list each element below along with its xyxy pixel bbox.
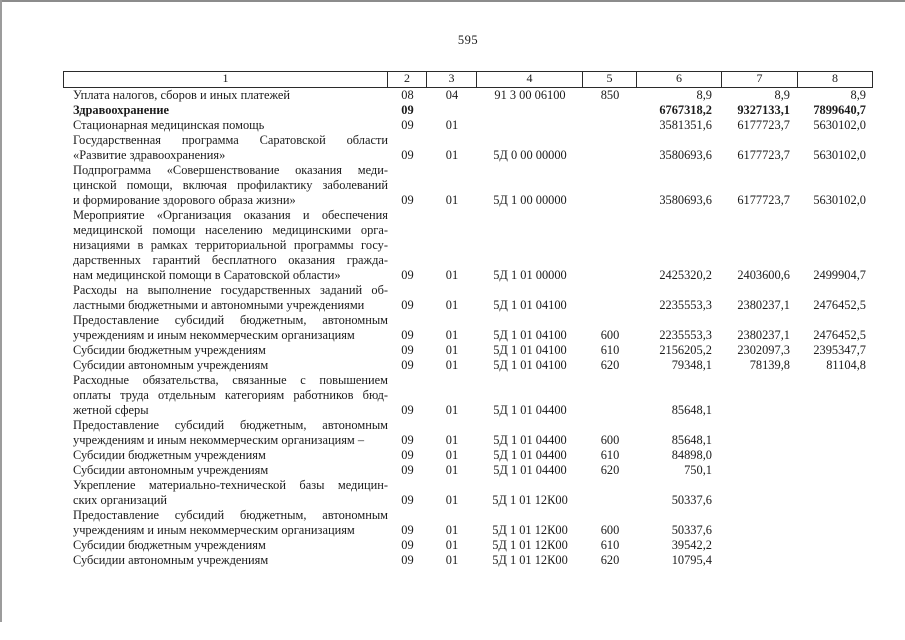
row-amount-year3-cell: 5630102,0 [813,118,866,132]
row-target-article-cell: 5Д 1 01 04100 [493,343,567,357]
row-expense-type-cell: 620 [600,463,620,477]
column-header: 2 [387,72,426,87]
row-target-article-cell: 5Д 1 01 04100 [493,298,567,312]
row-name-cell: Расходы на выполнение государственных заданий об- ластными бюджетными и автономными учреждениями [73,283,388,312]
row-amount-year2-cell: 6177723,7 [737,118,790,132]
row-subsection-code-cell: 01 [445,463,459,477]
table-row [63,538,873,553]
row-expense-type-cell: 620 [600,553,620,567]
row-amount-year2-cell: 8,9 [774,88,790,102]
row-amount-year3-cell: 2476452,5 [813,298,866,312]
row-amount-year2-cell: 78139,8 [749,358,790,372]
row-target-article-cell: 5Д 1 01 12К00 [492,493,568,507]
row-target-article-cell: 91 3 00 06100 [494,88,566,102]
row-name-cell: Субсидии автономным учреждениям [73,463,269,477]
row-section-code-cell: 09 [401,193,414,207]
row-section-code-cell: 08 [401,88,414,102]
row-amount-year1-cell: 3580693,6 [659,193,712,207]
row-subsection-code-cell: 01 [445,403,459,417]
row-subsection-code-cell: 01 [445,523,459,537]
row-subsection-code-cell: 01 [445,448,459,462]
row-section-code-cell: 09 [401,538,414,552]
row-amount-year1-cell: 2235553,3 [659,298,712,312]
table-header-row [63,71,873,88]
row-section-code-cell: 09 [401,148,414,162]
row-target-article-cell: 5Д 0 00 00000 [493,148,567,162]
table-row [63,118,873,133]
scan-edge-left [0,0,2,622]
row-amount-year3-cell: 2499904,7 [813,268,866,282]
row-amount-year3-cell: 2395347,7 [813,343,866,357]
row-section-code-cell: 09 [401,403,414,417]
budget-table [63,71,873,568]
row-target-article-cell: 5Д 1 01 00000 [493,268,567,282]
row-subsection-code-cell: 01 [445,433,459,447]
row-target-article-cell: 5Д 1 01 04400 [493,403,567,417]
column-header: 6 [636,72,721,87]
table-row [63,418,873,448]
row-amount-year1-cell: 750,1 [684,463,712,477]
row-subsection-code-cell: 01 [445,193,459,207]
row-target-article-cell: 5Д 1 01 04400 [493,448,567,462]
row-section-code-cell: 09 [401,463,414,477]
table-body [63,88,873,568]
row-section-code-cell: 09 [401,298,414,312]
row-name-cell: Предоставление субсидий бюджетным, автономным учреждениям и иным некоммерческим организациям [73,508,388,537]
row-section-code-cell: 09 [401,118,414,132]
row-expense-type-cell: 600 [600,328,620,342]
row-subsection-code-cell: 01 [445,493,459,507]
row-amount-year3-cell: 8,9 [850,88,866,102]
table-row [63,133,873,163]
row-amount-year1-cell: 2156205,2 [659,343,712,357]
row-section-code-cell: 09 [401,103,414,117]
row-amount-year3-cell: 2476452,5 [813,328,866,342]
row-amount-year1-cell: 79348,1 [671,358,712,372]
column-header: 8 [797,72,872,87]
row-amount-year1-cell: 84898,0 [671,448,712,462]
row-target-article-cell: 5Д 1 01 04100 [493,358,567,372]
row-target-article-cell: 5Д 1 01 12К00 [492,538,568,552]
column-header: 1 [222,71,229,85]
row-subsection-code-cell: 01 [445,328,459,342]
row-subsection-code-cell: 01 [445,118,459,132]
row-name-cell: Субсидии бюджетным учреждениям [73,448,266,462]
page-number: 595 [457,33,479,47]
row-target-article-cell: 5Д 1 01 12К00 [492,523,568,537]
row-section-code-cell: 09 [401,523,414,537]
row-subsection-code-cell: 01 [445,148,459,162]
row-expense-type-cell: 610 [600,538,620,552]
row-amount-year2-cell: 2302097,3 [737,343,790,357]
table-row [63,163,873,208]
row-expense-type-cell: 600 [600,523,620,537]
row-name-cell: Субсидии бюджетным учреждениям [73,343,266,357]
row-amount-year1-cell: 3580693,6 [659,148,712,162]
table-row [63,103,873,118]
row-amount-year2-cell: 6177723,7 [737,148,790,162]
row-expense-type-cell: 620 [600,358,620,372]
row-subsection-code-cell: 01 [445,358,459,372]
row-amount-year3-cell: 81104,8 [826,358,866,372]
row-amount-year2-cell: 2403600,6 [737,268,790,282]
row-section-code-cell: 09 [401,343,414,357]
row-amount-year1-cell: 3581351,6 [659,118,712,132]
row-subsection-code-cell: 01 [445,553,459,567]
row-subsection-code-cell: 01 [445,268,459,282]
table-row [63,508,873,538]
row-name-cell: Субсидии бюджетным учреждениям [73,538,266,552]
table-row [63,343,873,358]
table-row [63,283,873,313]
row-amount-year2-cell: 9327133,1 [737,103,790,117]
row-amount-year1-cell: 85648,1 [671,433,712,447]
row-name-cell: Уплата налогов, сборов и иных платежей [73,88,291,102]
row-amount-year2-cell: 2380237,1 [737,328,790,342]
row-subsection-code-cell: 01 [445,538,459,552]
row-amount-year1-cell: 6767318,2 [659,103,712,117]
row-amount-year1-cell: 50337,6 [671,493,712,507]
row-name-cell: Государственная программа Саратовской области «Развитие здравоохранения» [73,133,388,162]
column-header: 4 [476,72,582,87]
row-amount-year1-cell: 50337,6 [671,523,712,537]
row-subsection-code-cell: 01 [445,343,459,357]
row-expense-type-cell: 610 [600,448,620,462]
table-row [63,478,873,508]
row-name-cell: Здравоохранение [73,103,169,117]
row-target-article-cell: 5Д 1 00 00000 [493,193,567,207]
table-row [63,313,873,343]
table-row [63,463,873,478]
row-target-article-cell: 5Д 1 01 04400 [493,463,567,477]
row-amount-year3-cell: 7899640,7 [813,103,866,117]
row-section-code-cell: 09 [401,268,414,282]
row-amount-year1-cell: 10795,4 [671,553,712,567]
column-header: 3 [426,72,476,87]
row-name-cell: Расходные обязательства, связанные с повышением оплаты труда отдельным категориям работников бюд- жетной сферы [73,373,388,417]
row-amount-year1-cell: 2235553,3 [659,328,712,342]
column-header: 7 [721,72,797,87]
table-row [63,373,873,418]
column-header: 5 [582,72,636,87]
row-name-cell: Предоставление субсидий бюджетным, автономным учреждениям и иным некоммерческим организациям – [73,418,388,447]
table-row [63,208,873,283]
row-amount-year1-cell: 39542,2 [671,538,712,552]
table-row [63,88,873,103]
row-name-cell: Предоставление субсидий бюджетным, автономным учреждениям и иным некоммерческим организациям [73,313,388,342]
row-section-code-cell: 09 [401,358,414,372]
row-name-cell: Стационарная медицинская помощь [73,118,265,132]
row-expense-type-cell: 600 [600,433,620,447]
row-name-cell: Мероприятие «Организация оказания и обеспечения медицинской помощи населению медицинскими орга- низациями в рамках территориальной программы госу- дарственных гарантий бесплатного оказания гражда- нам медицинской помощи в Саратовской области» [73,208,388,282]
row-amount-year1-cell: 2425320,2 [659,268,712,282]
table-row [63,553,873,568]
row-subsection-code-cell: 01 [445,298,459,312]
row-section-code-cell: 09 [401,493,414,507]
row-amount-year3-cell: 5630102,0 [813,193,866,207]
row-section-code-cell: 09 [401,433,414,447]
row-subsection-code-cell: 04 [445,88,459,102]
row-target-article-cell: 5Д 1 01 12К00 [492,553,568,567]
row-amount-year2-cell: 6177723,7 [737,193,790,207]
table-row [63,448,873,463]
row-expense-type-cell: 610 [600,343,620,357]
row-name-cell: Субсидии автономным учреждениям [73,553,269,567]
row-amount-year3-cell: 5630102,0 [813,148,866,162]
row-section-code-cell: 09 [401,328,414,342]
row-target-article-cell: 5Д 1 01 04400 [493,433,567,447]
scan-edge-top [0,0,905,2]
row-section-code-cell: 09 [401,448,414,462]
row-amount-year1-cell: 8,9 [696,88,712,102]
row-name-cell: Укрепление материально-технической базы медицин- ских организаций [73,478,388,507]
row-expense-type-cell: 850 [600,88,620,102]
row-amount-year2-cell: 2380237,1 [737,298,790,312]
row-section-code-cell: 09 [401,553,414,567]
row-name-cell: Субсидии автономным учреждениям [73,358,269,372]
row-name-cell: Подпрограмма «Совершенствование оказания меди- цинской помощи, включая профилактику заболеваний и формирование здорового образа жизни» [73,163,388,207]
row-amount-year1-cell: 85648,1 [671,403,712,417]
row-target-article-cell: 5Д 1 01 04100 [493,328,567,342]
table-row [63,358,873,373]
